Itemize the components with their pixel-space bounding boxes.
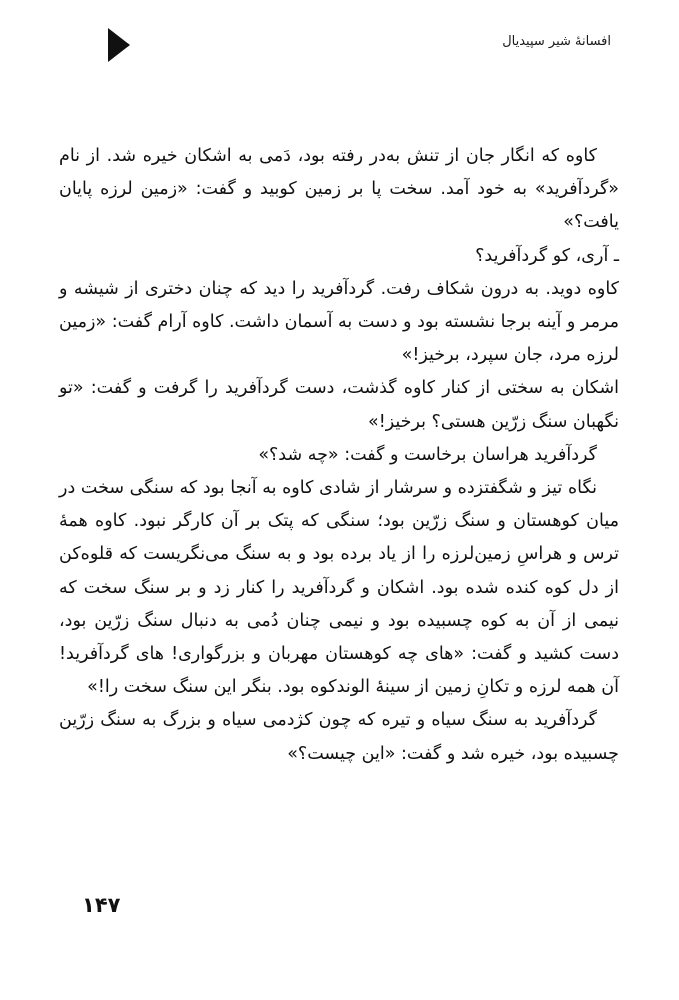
story-text [59,140,619,771]
page-number: ۱۴۷ [82,893,121,917]
paragraph: نگاه تیز و شگفتزده و سرشار از شادی کاوه به آنجا بود که سنگی سخت در میان کوهستان و سنگ زرّین بود؛ سنگی که پتک بر آن کارگر نبود. کاوه همهٔ ترس و هراسِ زمین‌لرزه را از یاد برده بود و به سنگ می‌نگریست که قلوه‌کن از دل کوه کنده شده بود. اشکان و گردآفرید را کنار زد و بر سنگ سخت که نیمی از آن به کوه چسبیده بود و نیمی چنان دُمی به دنبال سنگ زرّین بود، دست کشید و گفت: «های چه کوهستان مهربان و بزرگواری! های گردآفرید! آن همه لرزه و تکانِ زمین از سینهٔ الوندکوه بود. بنگر این سنگ سخت را!» [59,478,619,698]
dialogue-line: ـ آری، کو گردآفرید؟ [475,245,619,266]
book-title: افسانهٔ شیر سپیدیال [502,34,611,49]
triangle-marker-icon [108,28,130,62]
paragraph: اشکان به سختی از کنار کاوه گذشت، دست گردآفرید را گرفت و گفت: «تو نگهبان سنگ زرّین هستی؟ برخیز!» [59,378,619,432]
paragraph: کاوه دوید. به درون شکاف رفت. گردآفرید را دید که چنان دختری از شیشه و مرمر و آینه برجا نشسته بود و دست به آسمان داشت. کاوه آرام گفت: «زمین لرزه مرد، جان سپرد، برخیز!» [59,278,619,366]
paragraph: کاوه که انگار جان از تنش به‌در رفته بود، دَمی به اشکان خیره شد. از نام «گردآفرید» به خود آمد. سخت پا بر زمین کوبید و گفت: «زمین لرزه پایان یافت؟» [59,146,619,233]
paragraph: گردآفرید هراسان برخاست و گفت: «چه شد؟» [258,444,597,465]
paragraph: گردآفرید به سنگ سیاه و تیره که چون کژدمی سیاه و بزرگ به سنگ زرّین چسبیده بود، خیره شد و گفت: «این چیست؟» [59,710,619,764]
running-header [100,28,611,58]
